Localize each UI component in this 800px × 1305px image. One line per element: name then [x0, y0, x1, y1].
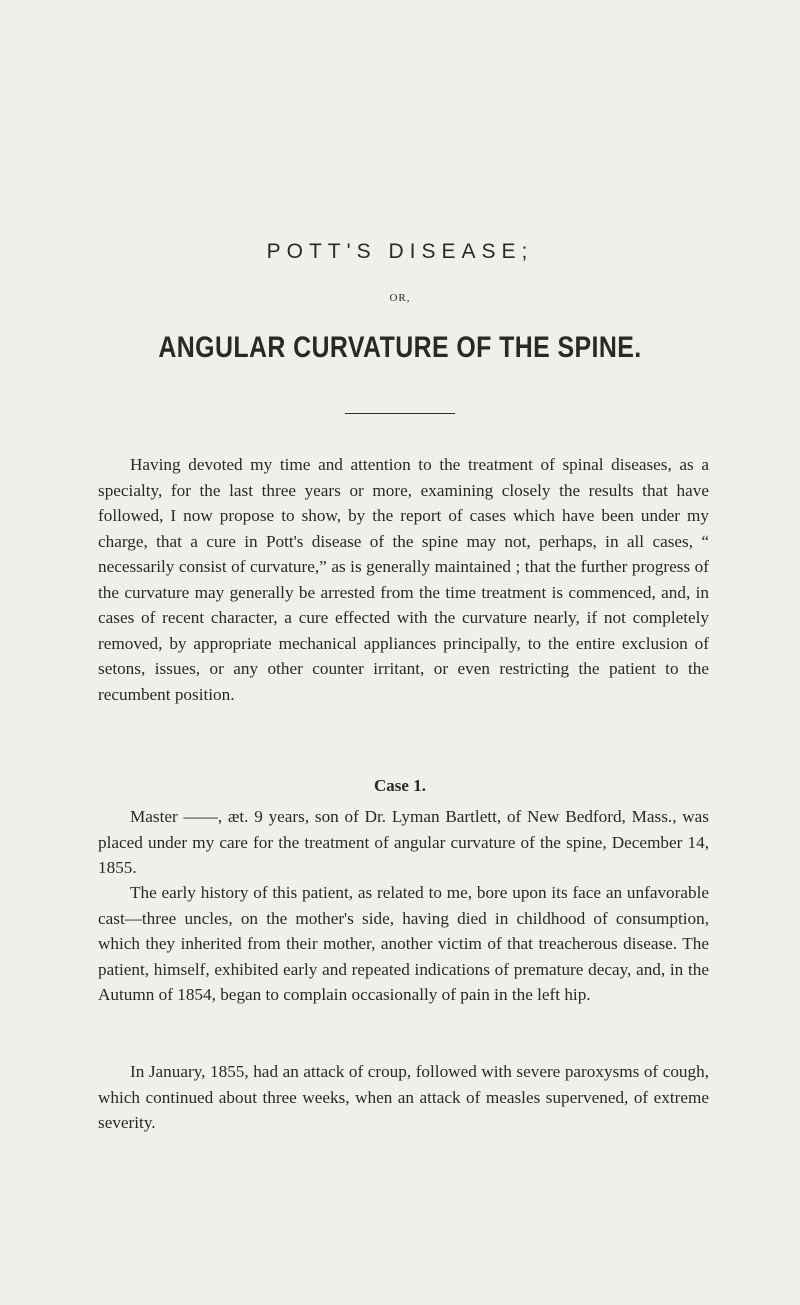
- case-paragraph-2: The early history of this patient, as related to me, bore upon its face an unfavorable cast—three uncles, on the mother's side, having died in childhood of consumption, which they inherited from their mother, another victim of that treacherous disease. The patient, himself, exhibited early and repeated indications of premature decay, and, in the Autumn of 1854, began to complain occasionally of pain in the left hip.: [98, 883, 709, 1004]
- case-paragraph-1: Master ——, æt. 9 years, son of Dr. Lyman Bartlett, of New Bedford, Mass., was placed under my care for the treatment of angular curvature of the spine, December 14, 1855.: [98, 807, 709, 877]
- divider-rule: [345, 413, 455, 414]
- intro-paragraph: Having devoted my time and attention to the treatment of spinal diseases, as a specialty, for the last three years or more, examining closely the results that have followed, I now propose to show, by the report of cases which have been under my charge, that a cure in Pott's disease of the spine may not, perhaps, in all cases, “ necessarily consist of curvature,” as is generally maintained ; that the further progress of the curvature may generally be arrested from the time treatment is commenced, and, in cases of recent character, a cure effected with the curvature nearly, if not completely removed, by appropriate mechanical appliances principally, to the entire exclusion of setons, issues, or any other counter irritant, or even restricting the patient to the recumbent position.: [98, 455, 709, 704]
- page-subtitle: ANGULAR CURVATURE OF THE SPINE.: [158, 331, 642, 364]
- case-paragraph-3: In January, 1855, had an attack of croup, followed with severe paroxysms of cough, which continued about three weeks, when an attack of measles supervened, of extreme severity.: [98, 1062, 709, 1132]
- page-title: POTT'S DISEASE;: [266, 240, 534, 263]
- case-heading: Case 1.: [374, 776, 426, 795]
- title-connector: OR,: [389, 292, 411, 304]
